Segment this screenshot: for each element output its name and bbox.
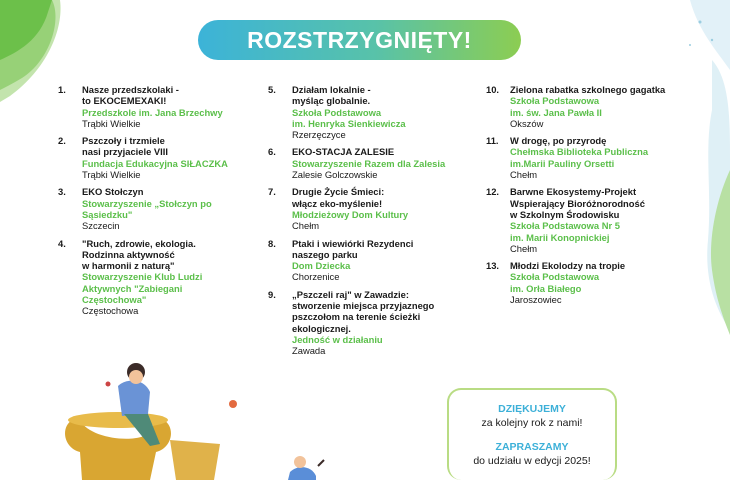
winner-entry	[268, 84, 473, 140]
winner-entry	[58, 135, 263, 180]
winner-entry	[486, 186, 686, 254]
winner-entry	[268, 289, 473, 357]
entry-place: Rzerzęczyce	[292, 129, 346, 141]
entry-organization: Młodzieżowy Dom Kultury	[292, 208, 409, 220]
entry-number: 8.	[268, 237, 276, 249]
entry-place: Okszów	[510, 117, 544, 129]
entry-place: Chorzenice	[292, 271, 340, 283]
entry-title: EKO-STACJA ZALESIE	[292, 146, 395, 158]
winner-entry	[58, 238, 263, 317]
thank-you-box	[447, 388, 617, 480]
entry-number: 12.	[486, 186, 500, 198]
entry-place: Trąbki Wielkie	[82, 169, 141, 181]
entry-organization: Chełmska Biblioteka Publiczna im.Marii Pauliny Orsetti	[510, 146, 649, 169]
winner-entry	[268, 238, 473, 283]
invite-heading: ZAPRASZAMY	[495, 441, 569, 453]
entry-place: Zalesie Golczowskie	[292, 169, 378, 181]
thanks-text: za kolejny rok z nami!	[481, 417, 583, 429]
winners-column-2	[268, 84, 473, 363]
entry-organization: Szkoła Podstawowa im. św. Jana Pawła II	[510, 95, 602, 118]
entry-number: 11.	[486, 135, 499, 147]
entry-title: Ptaki i wiewiórki Rezydenci naszego parku	[292, 237, 414, 260]
entry-place: Szczecin	[82, 220, 120, 232]
thanks-heading: DZIĘKUJEMY	[498, 403, 566, 415]
entry-organization: Stowarzyszenie „Stołczyn po Sąsiedzku"	[82, 197, 212, 220]
winners-column-3	[486, 84, 686, 311]
entry-number: 7.	[268, 186, 276, 198]
entry-organization: Przedszkole im. Jana Brzechwy	[82, 106, 223, 118]
entry-organization: Fundacja Edukacyjna SIŁACZKA	[82, 157, 228, 169]
entry-title: Działam lokalnie - myśląc globalnie.	[292, 84, 371, 107]
entry-organization: Szkoła Podstawowa im. Henryka Sienkiewicza	[292, 106, 406, 129]
entry-place: Trąbki Wielkie	[82, 117, 141, 129]
winner-entry	[486, 260, 686, 305]
entry-place: Chełm	[510, 242, 538, 254]
entry-organization: Szkoła Podstawowa im. Orła Białego	[510, 271, 600, 294]
entry-number: 3.	[58, 186, 66, 198]
entry-organization: Stowarzyszenie Razem dla Zalesia	[292, 157, 446, 169]
entry-title: W drogę, po przyrodę	[510, 135, 607, 147]
entry-number: 5.	[268, 84, 276, 95]
winner-entry	[58, 84, 263, 129]
winner-entry	[486, 135, 686, 180]
entry-title: Młodzi Ekolodzy na tropie	[510, 260, 626, 272]
entry-place: Chełm	[510, 169, 538, 181]
entry-title: Pszczoły i trzmiele nasi przyjaciele VIII	[82, 135, 168, 158]
entry-organization: Stowarzyszenie Klub Ludzi Aktywnych "Zabiegani Częstochowa"	[82, 271, 203, 306]
entry-title: EKO Stołczyn	[82, 186, 144, 198]
entry-number: 4.	[58, 237, 66, 249]
entry-place: Jaroszowiec	[510, 294, 562, 306]
entry-number: 10.	[486, 84, 500, 95]
entry-title: Zielona rabatka szkolnego gagatka	[510, 84, 666, 95]
entry-organization: Dom Dziecka	[292, 260, 351, 272]
winner-entry	[268, 186, 473, 231]
banner-label: ROZSTRZYGNIĘTY!	[247, 26, 472, 53]
entry-number: 13.	[486, 260, 500, 272]
entry-title: "Ruch, zdrowie, ekologia. Rodzinna aktywność w harmonii z naturą"	[82, 237, 196, 272]
entry-organization: Szkoła Podstawowa Nr 5 im. Marii Konopnickiej	[510, 220, 620, 243]
entry-title: Drugie Życie Śmieci: włącz eko-myślenie!	[292, 186, 385, 209]
winner-entry	[268, 146, 473, 180]
winners-column-1	[58, 84, 263, 323]
entry-place: Częstochowa	[82, 305, 139, 317]
entry-number: 6.	[268, 146, 276, 158]
entry-title: „Pszczeli raj" w Zawadzie: stworzenie miejsca przyjaznego pszczołom na terenie ścieżki ekologicznej.	[292, 288, 435, 334]
entry-title: Barwne Ekosystemy-Projekt Wspierający Bioróżnorodność w Szkolnym Środowisku	[510, 186, 645, 220]
entry-number: 9.	[268, 288, 276, 300]
winner-entry	[486, 84, 686, 129]
entry-organization: Jedność w działaniu	[292, 333, 383, 345]
winner-entry	[58, 186, 263, 231]
entry-place: Zawada	[292, 345, 326, 357]
invite-text: do udziału w edycji 2025!	[473, 455, 591, 467]
entry-title: Nasze przedszkolaki - to EKOCEMEXAKI!	[82, 84, 179, 107]
status-banner	[198, 20, 521, 60]
entry-number: 1.	[58, 84, 66, 95]
entry-number: 2.	[58, 135, 66, 147]
entry-place: Chełm	[292, 220, 320, 232]
